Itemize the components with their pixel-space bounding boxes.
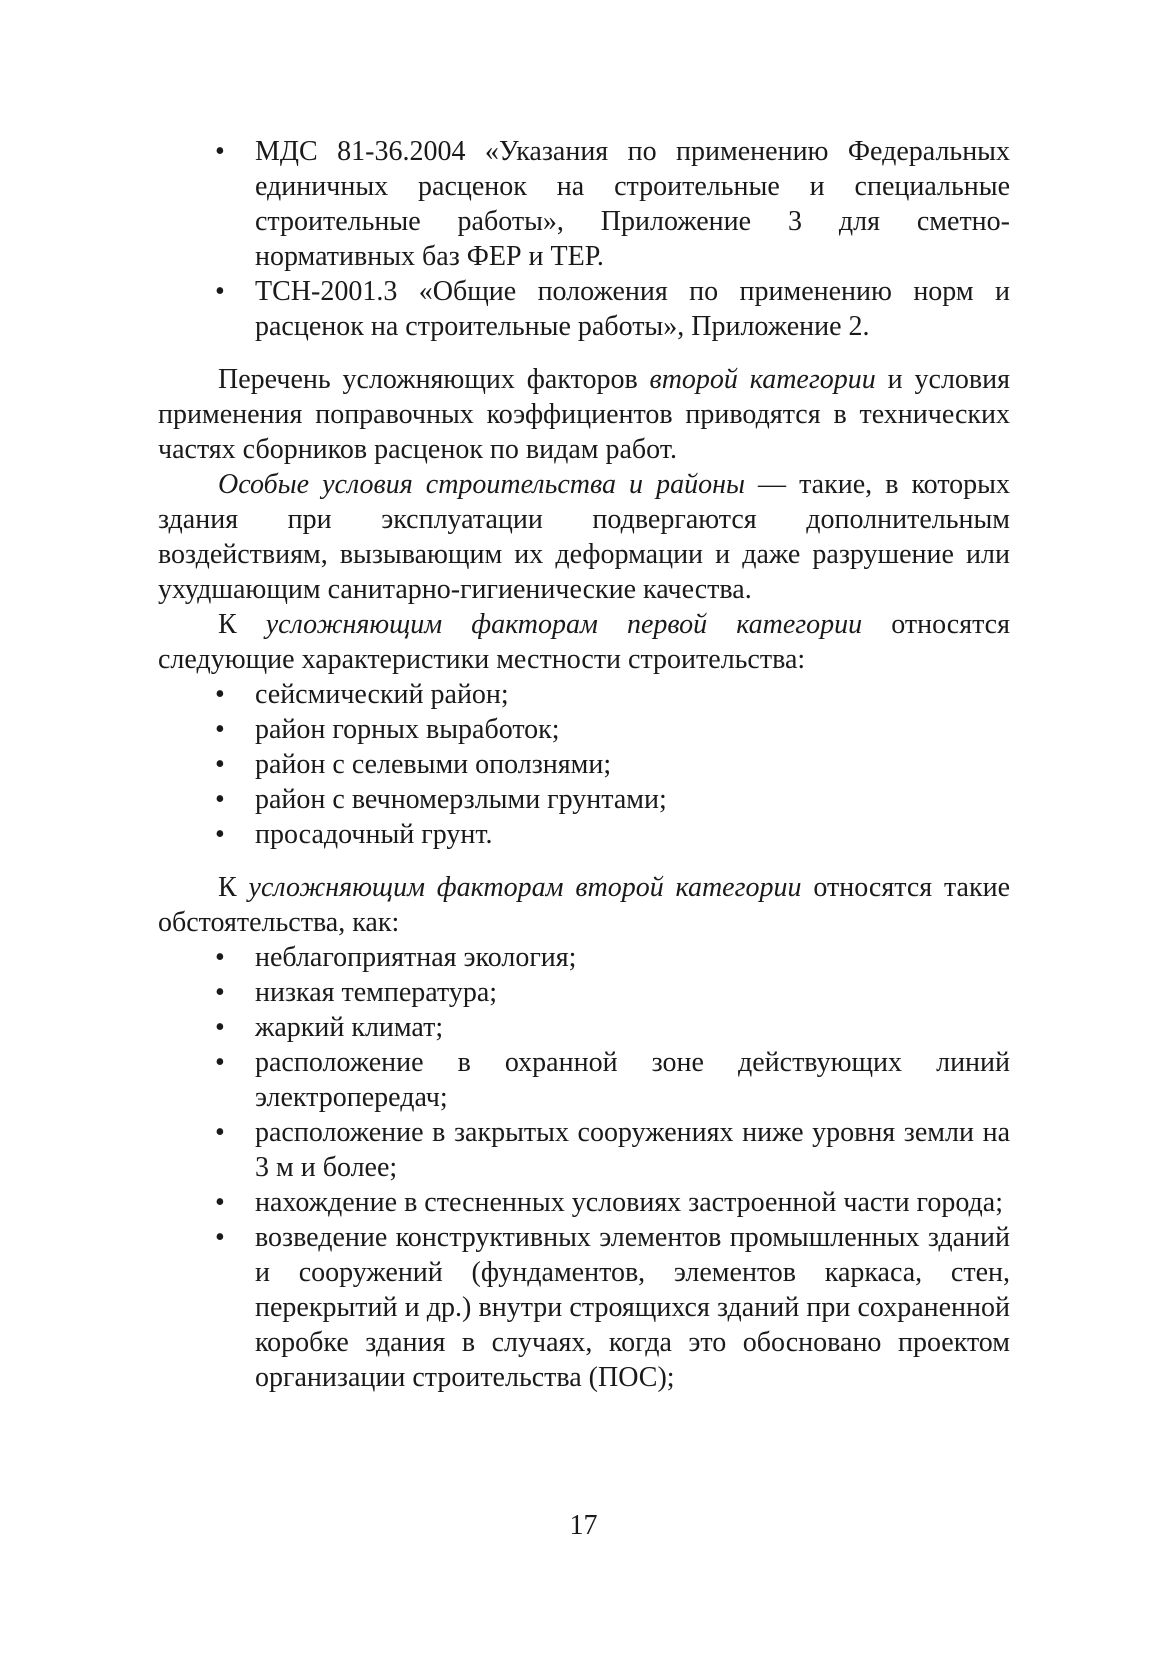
list-item: • расположение в охранной зоне действующих линий электропередач; [158,1045,1010,1115]
paragraph-first-category-intro [158,607,1010,677]
page-body [158,134,1010,1395]
first-category-list [158,677,1010,852]
paragraph-text: относятся следующие характеристики местности строительства: [158,609,1010,675]
paragraph-text: относятся такие обстоятельства, как: [158,872,1010,938]
paragraph-second-category-intro [158,362,1010,467]
list-item: • возведение конструктивных элементов промышленных зданий и сооружений (фундаментов, элементов каркаса, стен, перекрытий и др.) внутри строящихся зданий при сохраненной коробке здания в случаях, когда это обосновано проектом организации строительства (ПОС); [158,1220,1010,1395]
list-item: • МДС 81-36.2004 «Указания по применению Федеральных единичных расценок на строительные и специальные строительные работы», Приложение 3 для сметно-нормативных баз ФЕР и ТЕР. [158,134,1010,274]
list-item: • жаркий климат; [158,1010,1010,1045]
list-item: • район с селевыми оползнями; [158,747,1010,782]
italic-term: усложняющим факторам первой категории [265,609,863,640]
paragraph-text: К [218,609,266,640]
paragraph-text: — такие, в которых здания при эксплуатации подвергаются дополнительным воздействиям, вызывающим их деформации и даже разрушение или ухудшающим санитарно-гигиенические качества. [158,469,1010,605]
second-category-list [158,940,1010,1395]
list-item: • район горных выработок; [158,712,1010,747]
page-number: 17 [569,1510,598,1541]
paragraph-text: Перечень усложняющих факторов [218,364,650,395]
list-item: • нахождение в стесненных условиях застроенной части города; [158,1185,1010,1220]
list-item: • расположение в закрытых сооружениях ниже уровня земли на 3 м и более; [158,1115,1010,1185]
list-item: • сейсмический район; [158,677,1010,712]
italic-term: второй категории [649,364,876,395]
list-item: • район с вечномерзлыми грунтами; [158,782,1010,817]
italic-term: усложняющим факторам второй категории [248,872,802,903]
paragraph-second-category-factors [158,870,1010,940]
paragraph-text: К [218,872,249,903]
list-item: • просадочный грунт. [158,817,1010,852]
italic-term: Особые условия строительства и районы [218,469,745,500]
list-item: • неблагоприятная экология; [158,940,1010,975]
list-item: • ТСН-2001.3 «Общие положения по применению норм и расценок на строительные работы», Приложение 2. [158,274,1010,344]
paragraph-text: и условия применения поправочных коэффициентов приводятся в технических частях сборников расценок по видам работ. [158,364,1010,465]
list-item: • низкая температура; [158,975,1010,1010]
top-bullet-list [158,134,1010,344]
paragraph-special-conditions [158,467,1010,607]
